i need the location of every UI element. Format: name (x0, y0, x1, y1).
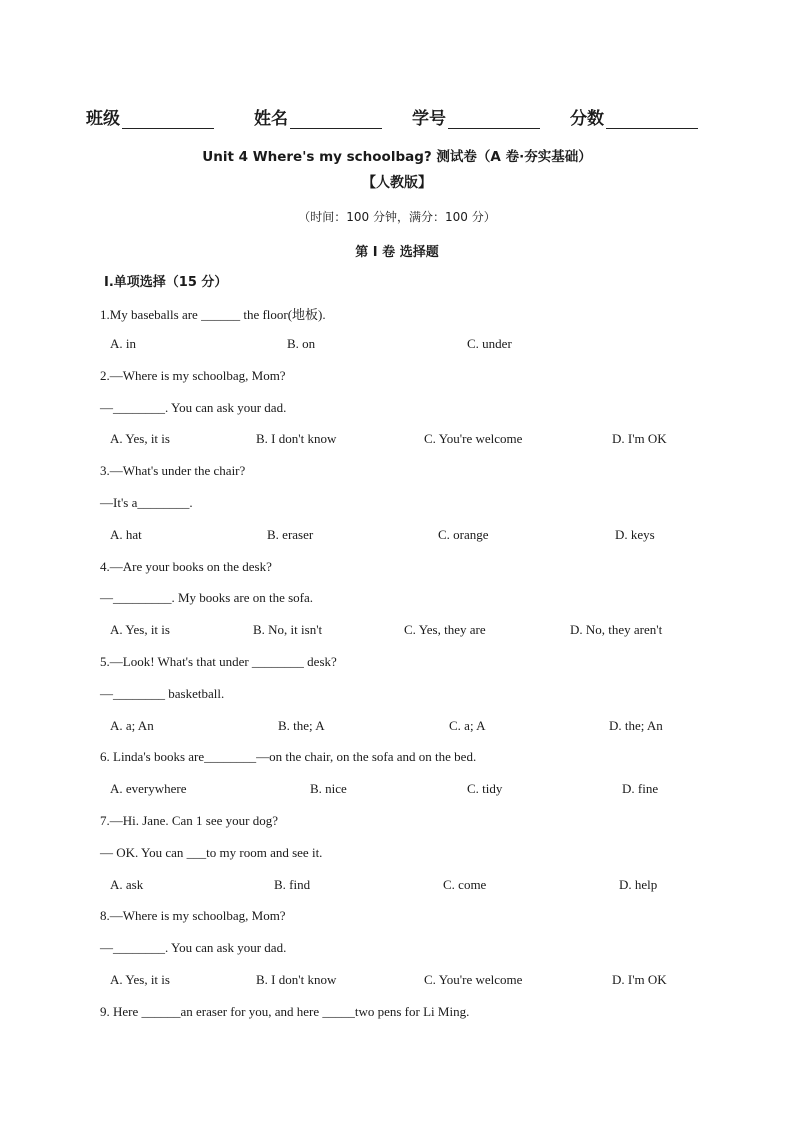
question-8-line-1: 8.—Where is my schoolbag, Mom? (100, 908, 286, 923)
student-id-blank[interactable] (448, 108, 540, 129)
question-2-option-c[interactable]: C. You're welcome (424, 431, 523, 446)
question-4-option-d[interactable]: D. No, they aren't (570, 622, 663, 637)
edition-label: 【人教版】 (362, 175, 432, 191)
section-title: Ⅰ.单项选择（15 分） (104, 275, 228, 290)
question-4-option-b[interactable]: B. No, it isn't (253, 622, 323, 637)
question-4-line-2: —_________. My books are on the sofa. (100, 590, 314, 605)
student-id-label: 学号 (412, 109, 446, 129)
name-blank[interactable] (290, 108, 382, 129)
question-3-option-a[interactable]: A. hat (110, 527, 142, 542)
time-info: （时间：100 分钟，满分：100 分） (298, 210, 496, 224)
question-7-option-b[interactable]: B. find (274, 877, 311, 892)
question-5-line-2: —________ basketball. (100, 686, 225, 701)
question-5-option-a[interactable]: A. a; An (110, 718, 154, 733)
question-6-option-b[interactable]: B. nice (310, 781, 347, 796)
question-6-option-d[interactable]: D. fine (622, 781, 659, 796)
class-blank[interactable] (122, 108, 214, 129)
question-4-option-c[interactable]: C. Yes, they are (404, 622, 486, 637)
score-blank[interactable] (606, 108, 698, 129)
question-2-line-1: 2.—Where is my schoolbag, Mom? (100, 368, 286, 383)
question-7-option-a[interactable]: A. ask (110, 877, 144, 892)
class-field (86, 104, 214, 129)
question-4-line-1: 4.—Are your books on the desk? (100, 559, 272, 574)
question-2-option-a[interactable]: A. Yes, it is (110, 431, 170, 446)
question-5-option-d[interactable]: D. the; An (609, 718, 663, 733)
question-3-option-b[interactable]: B. eraser (267, 527, 314, 542)
question-3-option-c[interactable]: C. orange (438, 527, 489, 542)
question-5-option-b[interactable]: B. the; A (278, 718, 325, 733)
question-1-line-1: 1.My baseballs are ______ the floor(地板). (100, 307, 326, 322)
question-8-option-d[interactable]: D. I'm OK (612, 972, 667, 987)
question-7-option-d[interactable]: D. help (619, 877, 658, 892)
question-8-option-a[interactable]: A. Yes, it is (110, 972, 170, 987)
name-field (254, 104, 382, 129)
question-2-line-2: —________. You can ask your dad. (100, 400, 287, 415)
student-info-row (0, 104, 794, 132)
question-3-line-1: 3.—What's under the chair? (100, 463, 246, 478)
question-7-line-2: — OK. You can ___to my room and see it. (100, 845, 323, 860)
question-5-line-1: 5.—Look! What's that under ________ desk? (100, 654, 337, 669)
class-label: 班级 (86, 109, 120, 129)
score-label: 分数 (570, 109, 604, 129)
name-label: 姓名 (254, 109, 288, 129)
question-1-option-c[interactable]: C. under (467, 336, 512, 351)
question-2-option-d[interactable]: D. I'm OK (612, 431, 667, 446)
question-2-option-b[interactable]: B. I don't know (256, 431, 337, 446)
question-3-line-2: —It's a________. (100, 495, 193, 510)
question-3-option-d[interactable]: D. keys (615, 527, 655, 542)
question-6-option-a[interactable]: A. everywhere (110, 781, 187, 796)
score-field (570, 104, 698, 129)
question-7-line-1: 7.—Hi. Jane. Can 1 see your dog? (100, 813, 278, 828)
question-9-line-1: 9. Here ______an eraser for you, and here _____two pens for Li Ming. (100, 1004, 470, 1019)
question-8-option-c[interactable]: C. You're welcome (424, 972, 523, 987)
question-6-line-1: 6. Linda's books are________—on the chair, on the sofa and on the bed. (100, 749, 477, 764)
question-4-option-a[interactable]: A. Yes, it is (110, 622, 170, 637)
question-1-option-a[interactable]: A. in (110, 336, 136, 351)
question-6-option-c[interactable]: C. tidy (467, 781, 503, 796)
test-title: Unit 4 Where's my schoolbag? 测试卷（A 卷·夯实基础） (202, 149, 592, 165)
part-title: 第 I 卷 选择题 (355, 245, 439, 260)
question-8-line-2: —________. You can ask your dad. (100, 940, 287, 955)
question-7-option-c[interactable]: C. come (443, 877, 487, 892)
question-8-option-b[interactable]: B. I don't know (256, 972, 337, 987)
question-5-option-c[interactable]: C. a; A (449, 718, 486, 733)
question-1-option-b[interactable]: B. on (287, 336, 316, 351)
student-id-field (412, 104, 540, 129)
